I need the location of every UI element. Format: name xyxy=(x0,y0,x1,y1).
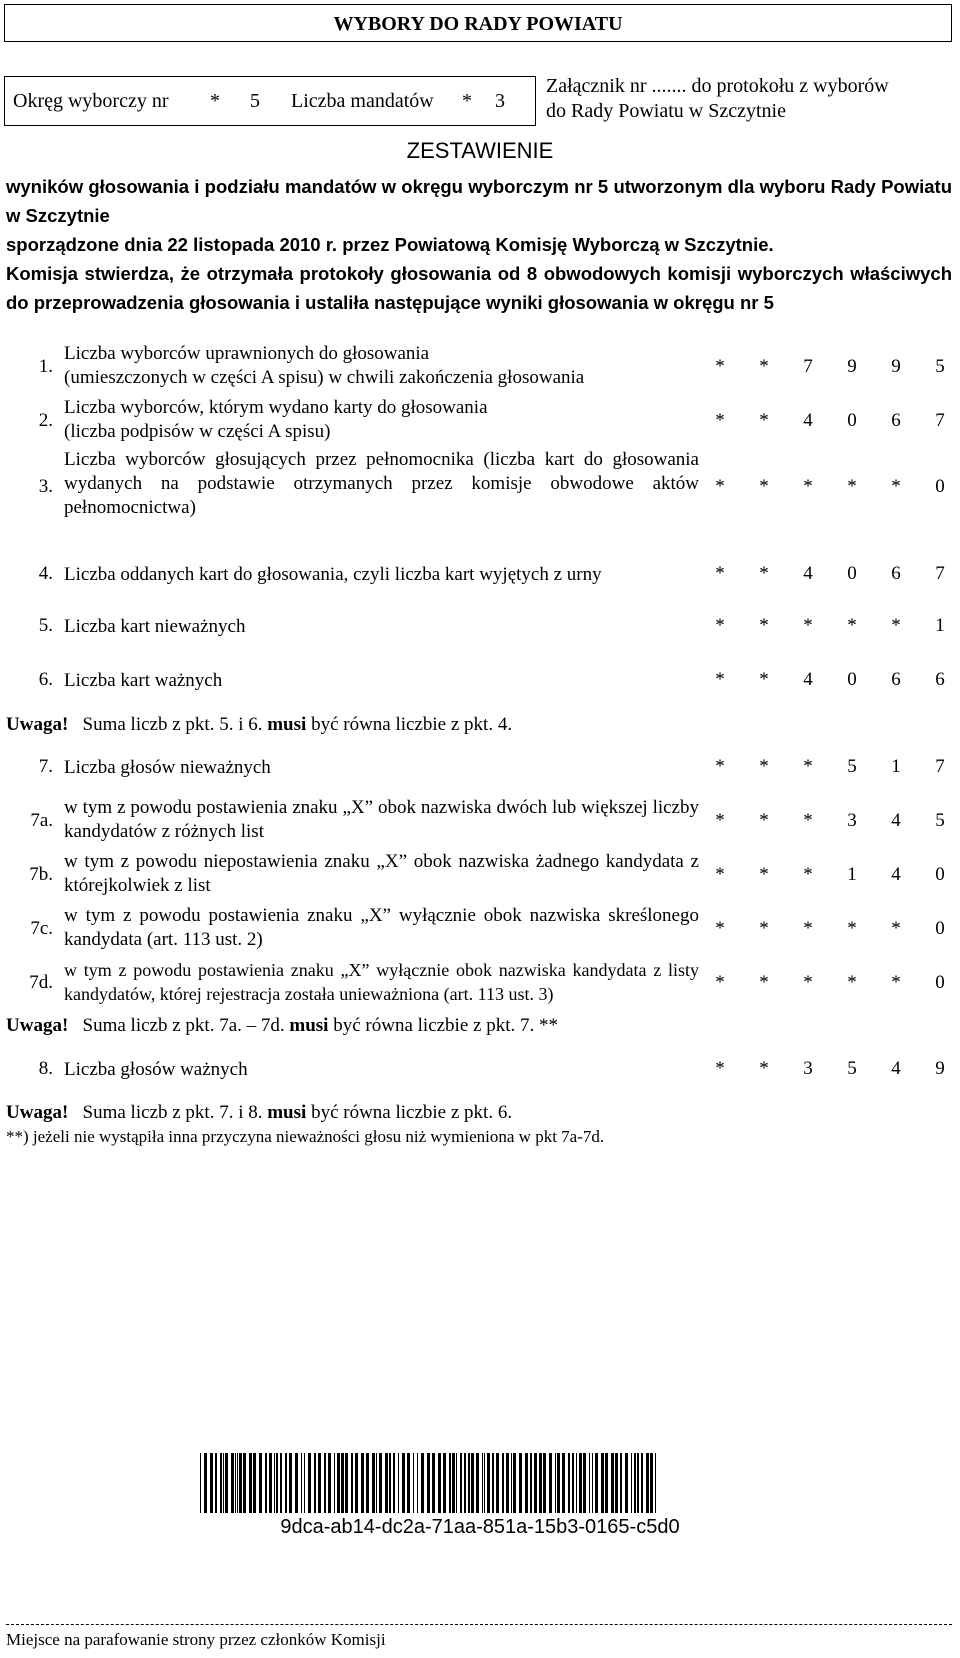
row-label: w tym z powodu postawienia znaku „X” wyłącznie obok nazwiska skreślonego kandydata (art. 113 ust. 2) xyxy=(64,905,699,950)
row-label-line-2: (liczba podpisów w części A spisu) xyxy=(64,421,331,442)
value-digit: * xyxy=(759,810,769,831)
value-digit: 0 xyxy=(847,563,857,584)
intro-text xyxy=(6,172,952,317)
barcode-bar xyxy=(314,1453,316,1513)
value-digit: * xyxy=(803,918,813,939)
barcode-bar xyxy=(280,1453,282,1513)
intro-paragraph-3: Komisja stwierdza, że otrzymała protokoły głosowania od 8 obwodowych komisji wyborczych właściwych do przeprowadzenia głosowania i ustaliła następujące wyniki głosowania w okręgu nr 5 xyxy=(6,263,952,313)
barcode-bar xyxy=(641,1453,643,1513)
barcode-bar xyxy=(519,1453,522,1513)
note-text: Suma liczb z pkt. 7a. – 7d. xyxy=(82,1015,285,1036)
barcode-bar xyxy=(646,1453,649,1513)
barcode-bar xyxy=(389,1453,391,1513)
barcode-bar xyxy=(611,1453,614,1513)
value-digit: * xyxy=(759,756,769,777)
value-digit: * xyxy=(715,972,725,993)
value-digit: 4 xyxy=(803,410,813,431)
value-digit: 6 xyxy=(935,669,945,690)
barcode-bar xyxy=(413,1453,414,1513)
barcode-bar xyxy=(243,1453,246,1513)
value-digit: 7 xyxy=(803,356,813,377)
barcode-bar xyxy=(464,1453,466,1513)
row-label: Liczba oddanych kart do głosowania, czyli liczba kart wyjętych z urny xyxy=(64,564,602,585)
value-digit: 4 xyxy=(803,563,813,584)
annex-line-2: do Rady Powiatu w Szczytnie xyxy=(546,100,786,122)
barcode-bar xyxy=(631,1453,632,1513)
row-label: Liczba kart ważnych xyxy=(64,670,223,691)
mandates-star: * xyxy=(462,90,472,112)
value-digit: 9 xyxy=(891,356,901,377)
value-digit: * xyxy=(715,476,725,497)
value-digit: 1 xyxy=(935,615,945,636)
barcode-bar xyxy=(543,1453,546,1513)
value-digit: * xyxy=(759,864,769,885)
row-values xyxy=(710,756,950,778)
value-digit: * xyxy=(759,918,769,939)
value-digit: * xyxy=(715,810,725,831)
barcode-bar xyxy=(223,1453,224,1513)
barcode-bar xyxy=(468,1453,470,1513)
barcode-bar xyxy=(237,1453,238,1513)
value-digit: 0 xyxy=(935,476,945,497)
barcode-bar xyxy=(235,1453,236,1513)
barcode-bar xyxy=(476,1453,479,1513)
value-digit: * xyxy=(891,918,901,939)
row-number: 7d. xyxy=(29,972,53,993)
barcode-bar xyxy=(376,1453,377,1513)
value-digit: 7 xyxy=(935,410,945,431)
barcode-bar xyxy=(634,1453,636,1513)
barcode-bar xyxy=(456,1453,457,1513)
barcode-bar xyxy=(525,1453,528,1513)
barcode-bar xyxy=(308,1453,311,1513)
row-values xyxy=(710,410,950,432)
page-header: WYBORY DO RADY POWIATU xyxy=(4,4,952,42)
value-digit: * xyxy=(803,972,813,993)
barcode-bar xyxy=(625,1453,628,1513)
barcode-bar xyxy=(231,1453,234,1513)
row-label: Liczba wyborców głosujących przez pełnomocnika (liczba kart do głosowania wydanych na podstawie otrzymanych przez komisje obwodowe aktów pełnomocnictwa) xyxy=(64,449,699,518)
row-label: w tym z powodu postawienia znaku „X” obok nazwiska dwóch lub większej liczby kandydatów z różnych list xyxy=(64,797,699,842)
row-values xyxy=(710,972,950,994)
barcode-bar xyxy=(438,1453,441,1513)
barcode-bar xyxy=(385,1453,388,1513)
row-values xyxy=(710,356,950,378)
value-digit: * xyxy=(759,669,769,690)
barcode-bar xyxy=(328,1453,331,1513)
row-number: 3. xyxy=(38,476,53,497)
value-digit: * xyxy=(759,615,769,636)
value-digit: * xyxy=(715,356,725,377)
barcode-bar xyxy=(506,1453,509,1513)
barcode-bar xyxy=(239,1453,242,1513)
barcode-bar xyxy=(534,1453,537,1513)
value-digit: * xyxy=(759,1058,769,1079)
barcode-bar xyxy=(253,1453,256,1513)
barcode-bar xyxy=(620,1453,622,1513)
barcode-bar xyxy=(301,1453,302,1513)
value-digit: * xyxy=(891,972,901,993)
signature-divider xyxy=(6,1624,952,1625)
value-digit: * xyxy=(715,864,725,885)
barcode xyxy=(200,1453,656,1513)
value-digit: * xyxy=(891,615,901,636)
value-digit: 0 xyxy=(935,918,945,939)
row-number: 6. xyxy=(38,669,53,690)
barcode-bar xyxy=(220,1453,222,1513)
value-digit: 3 xyxy=(847,810,857,831)
value-digit: * xyxy=(715,1058,725,1079)
barcode-bar xyxy=(460,1453,462,1513)
barcode-bar xyxy=(452,1453,455,1513)
barcode-bar xyxy=(318,1453,321,1513)
value-digit: * xyxy=(847,476,857,497)
barcode-bar xyxy=(427,1453,430,1513)
note-3 xyxy=(6,1102,512,1124)
barcode-bar xyxy=(555,1453,556,1513)
barcode-bar xyxy=(513,1453,516,1513)
barcode-bar xyxy=(295,1453,298,1513)
value-digit: 5 xyxy=(847,1058,857,1079)
row-label: Liczba głosów nieważnych xyxy=(64,757,271,778)
barcode-bar xyxy=(269,1453,272,1513)
row-label xyxy=(64,396,699,444)
document-title: ZESTAWIENIE xyxy=(406,138,554,163)
barcode-bar xyxy=(539,1453,542,1513)
value-digit: 4 xyxy=(891,810,901,831)
annex-line-1: Załącznik nr ....... do protokołu z wyborów xyxy=(546,75,889,97)
value-digit: * xyxy=(715,918,725,939)
barcode-bar xyxy=(265,1453,267,1513)
row-number: 7c. xyxy=(30,918,53,939)
note-emphasis: musi xyxy=(267,1102,307,1123)
value-digit: * xyxy=(803,476,813,497)
barcode-bar xyxy=(530,1453,532,1513)
row-values xyxy=(710,810,950,832)
row-label-line-1: Liczba wyborców uprawnionych do głosowania xyxy=(64,343,430,364)
intro-paragraph-1: wyników głosowania i podziału mandatów w okręgu wyborczym nr 5 utworzonym dla wyboru Rady Powiatu w Szczytnie xyxy=(6,176,952,226)
barcode-bar xyxy=(366,1453,369,1513)
barcode-bar xyxy=(225,1453,228,1513)
row-values xyxy=(710,864,950,886)
note-label: Uwaga! xyxy=(6,714,69,735)
row-label: Liczba głosów ważnych xyxy=(64,1059,248,1080)
barcode-bar xyxy=(393,1453,395,1513)
value-digit: * xyxy=(803,615,813,636)
barcode-bar xyxy=(304,1453,305,1513)
barcode-bar xyxy=(615,1453,618,1513)
barcode-bar xyxy=(443,1453,446,1513)
row-number: 7a. xyxy=(30,810,53,831)
value-digit: 0 xyxy=(935,972,945,993)
barcode-bar xyxy=(407,1453,410,1513)
value-digit: 6 xyxy=(891,669,901,690)
row-label-line-1: Liczba wyborców, którym wydano karty do głosowania xyxy=(64,397,488,418)
note-text: być równa liczbie z pkt. 4. xyxy=(311,714,513,735)
barcode-bar xyxy=(210,1453,213,1513)
value-digit: * xyxy=(759,356,769,377)
barcode-bar xyxy=(496,1453,499,1513)
barcode-bar xyxy=(334,1453,335,1513)
district-star: * xyxy=(210,90,220,112)
note-text: być równa liczbie z pkt. 6. xyxy=(311,1102,513,1123)
note-text: Suma liczb z pkt. 5. i 6. xyxy=(82,714,263,735)
intro-paragraph-2: sporządzone dnia 22 listopada 2010 r. przez Powiatową Komisję Wyborczą w Szczytnie. xyxy=(6,234,774,255)
value-digit: * xyxy=(715,410,725,431)
barcode-bar xyxy=(605,1453,608,1513)
value-digit: 9 xyxy=(935,1058,945,1079)
row-label: w tym z powodu niepostawienia znaku „X” obok nazwiska żadnego kandydata z którejkolwiek z list xyxy=(64,851,699,896)
value-digit: * xyxy=(715,669,725,690)
barcode-bar xyxy=(482,1453,483,1513)
row-label-line-2: (umieszczonych w części A spisu) w chwili zakończenia głosowania xyxy=(64,367,585,388)
barcode-bar xyxy=(484,1453,485,1513)
value-digit: 6 xyxy=(891,563,901,584)
barcode-bar xyxy=(576,1453,577,1513)
value-digit: * xyxy=(759,410,769,431)
barcode-bar xyxy=(249,1453,252,1513)
row-number: 2. xyxy=(38,410,53,431)
row-values xyxy=(710,615,950,637)
barcode-bar xyxy=(637,1453,639,1513)
value-digit: * xyxy=(847,918,857,939)
barcode-bar xyxy=(289,1453,292,1513)
barcode-bar xyxy=(355,1453,358,1513)
barcode-bar xyxy=(592,1453,593,1513)
barcode-bar xyxy=(579,1453,582,1513)
note-label: Uwaga! xyxy=(6,1015,69,1036)
barcode-bar xyxy=(361,1453,364,1513)
value-digit: 7 xyxy=(935,563,945,584)
row-values xyxy=(710,1058,950,1080)
footnote: **) jeżeli nie wystąpiła inna przyczyna nieważności głosu niż wymieniona w pkt 7a-7d. xyxy=(6,1127,605,1146)
barcode-bar xyxy=(341,1453,344,1513)
note-2 xyxy=(6,1015,558,1037)
value-digit: * xyxy=(803,810,813,831)
row-values xyxy=(710,918,950,940)
row-number: 5. xyxy=(38,615,53,636)
barcode-bar xyxy=(337,1453,340,1513)
signature-label: Miejsce na parafowanie strony przez członków Komisji xyxy=(6,1630,386,1649)
value-digit: * xyxy=(847,615,857,636)
row-values xyxy=(710,563,950,585)
barcode-bar xyxy=(595,1453,598,1513)
value-digit: 1 xyxy=(847,864,857,885)
note-1 xyxy=(6,714,512,736)
row-number: 8. xyxy=(38,1058,53,1079)
value-digit: * xyxy=(803,756,813,777)
value-digit: 9 xyxy=(847,356,857,377)
barcode-bar xyxy=(589,1453,590,1513)
barcode-bar xyxy=(449,1453,451,1513)
value-digit: * xyxy=(715,756,725,777)
note-emphasis: musi xyxy=(289,1015,329,1036)
value-digit: 4 xyxy=(891,1058,901,1079)
value-digit: 3 xyxy=(803,1058,813,1079)
barcode-bar xyxy=(549,1453,552,1513)
barcode-bar xyxy=(372,1453,375,1513)
barcode-bar xyxy=(285,1453,287,1513)
row-values xyxy=(710,476,950,498)
barcode-bar xyxy=(200,1453,201,1513)
barcode-bar xyxy=(345,1453,348,1513)
note-text: Suma liczb z pkt. 7. i 8. xyxy=(82,1102,263,1123)
barcode-bar xyxy=(557,1453,560,1513)
note-label: Uwaga! xyxy=(6,1102,69,1123)
annex-note xyxy=(546,74,889,124)
barcode-bar xyxy=(379,1453,382,1513)
barcode-bar xyxy=(601,1453,604,1513)
value-digit: 6 xyxy=(891,410,901,431)
barcode-bar xyxy=(398,1453,399,1513)
value-digit: 5 xyxy=(935,810,945,831)
barcode-bar xyxy=(259,1453,262,1513)
barcode-bar xyxy=(402,1453,405,1513)
barcode-text: 9dca-ab14-dc2a-71aa-851a-15b3-0165-c5d0 xyxy=(280,1516,680,1538)
barcode-bar xyxy=(655,1453,656,1513)
value-digit: * xyxy=(715,563,725,584)
barcode-bar xyxy=(583,1453,586,1513)
district-number: 5 xyxy=(250,90,260,112)
value-digit: 5 xyxy=(847,756,857,777)
value-digit: * xyxy=(759,563,769,584)
barcode-bar xyxy=(351,1453,353,1513)
value-digit: * xyxy=(715,615,725,636)
barcode-bar xyxy=(417,1453,418,1513)
district-box xyxy=(4,76,536,126)
barcode-bar xyxy=(568,1453,570,1513)
value-digit: * xyxy=(803,864,813,885)
district-label: Okręg wyborczy nr xyxy=(13,90,169,112)
value-digit: 0 xyxy=(847,410,857,431)
barcode-bar xyxy=(324,1453,326,1513)
value-digit: 7 xyxy=(935,756,945,777)
note-emphasis: musi xyxy=(267,714,307,735)
row-values xyxy=(710,669,950,691)
barcode-bar xyxy=(204,1453,207,1513)
barcode-bar xyxy=(432,1453,435,1513)
barcode-bar xyxy=(215,1453,217,1513)
barcode-bar xyxy=(487,1453,490,1513)
value-digit: 1 xyxy=(891,756,901,777)
value-digit: * xyxy=(891,476,901,497)
value-digit: 4 xyxy=(803,669,813,690)
value-digit: * xyxy=(759,476,769,497)
barcode-bar xyxy=(650,1453,653,1513)
value-digit: 0 xyxy=(847,669,857,690)
row-label xyxy=(64,342,699,390)
row-label: Liczba kart nieważnych xyxy=(64,616,246,637)
barcode-bar xyxy=(562,1453,565,1513)
barcode-bar xyxy=(502,1453,504,1513)
barcode-bar xyxy=(471,1453,474,1513)
mandates-label: Liczba mandatów xyxy=(291,90,434,112)
row-number: 7b. xyxy=(29,864,53,885)
value-digit: 4 xyxy=(891,864,901,885)
barcode-bar xyxy=(492,1453,494,1513)
mandates-number: 3 xyxy=(495,90,505,112)
value-digit: * xyxy=(759,972,769,993)
barcode-bar xyxy=(511,1453,512,1513)
barcode-bar xyxy=(572,1453,574,1513)
value-digit: 5 xyxy=(935,356,945,377)
note-text: być równa liczbie z pkt. 7. ** xyxy=(333,1015,558,1036)
value-digit: * xyxy=(847,972,857,993)
barcode-bar xyxy=(421,1453,424,1513)
row-number: 1. xyxy=(38,356,53,377)
barcode-bar xyxy=(276,1453,278,1513)
row-label: w tym z powodu postawienia znaku „X” wyłącznie obok nazwiska kandydata z listy kandydatów, której rejestracja została unieważniona (art. 113 ust. 3) xyxy=(64,960,699,1004)
row-number: 4. xyxy=(38,563,53,584)
value-digit: 0 xyxy=(935,864,945,885)
barcode-bar xyxy=(274,1453,275,1513)
row-number: 7. xyxy=(38,756,53,777)
